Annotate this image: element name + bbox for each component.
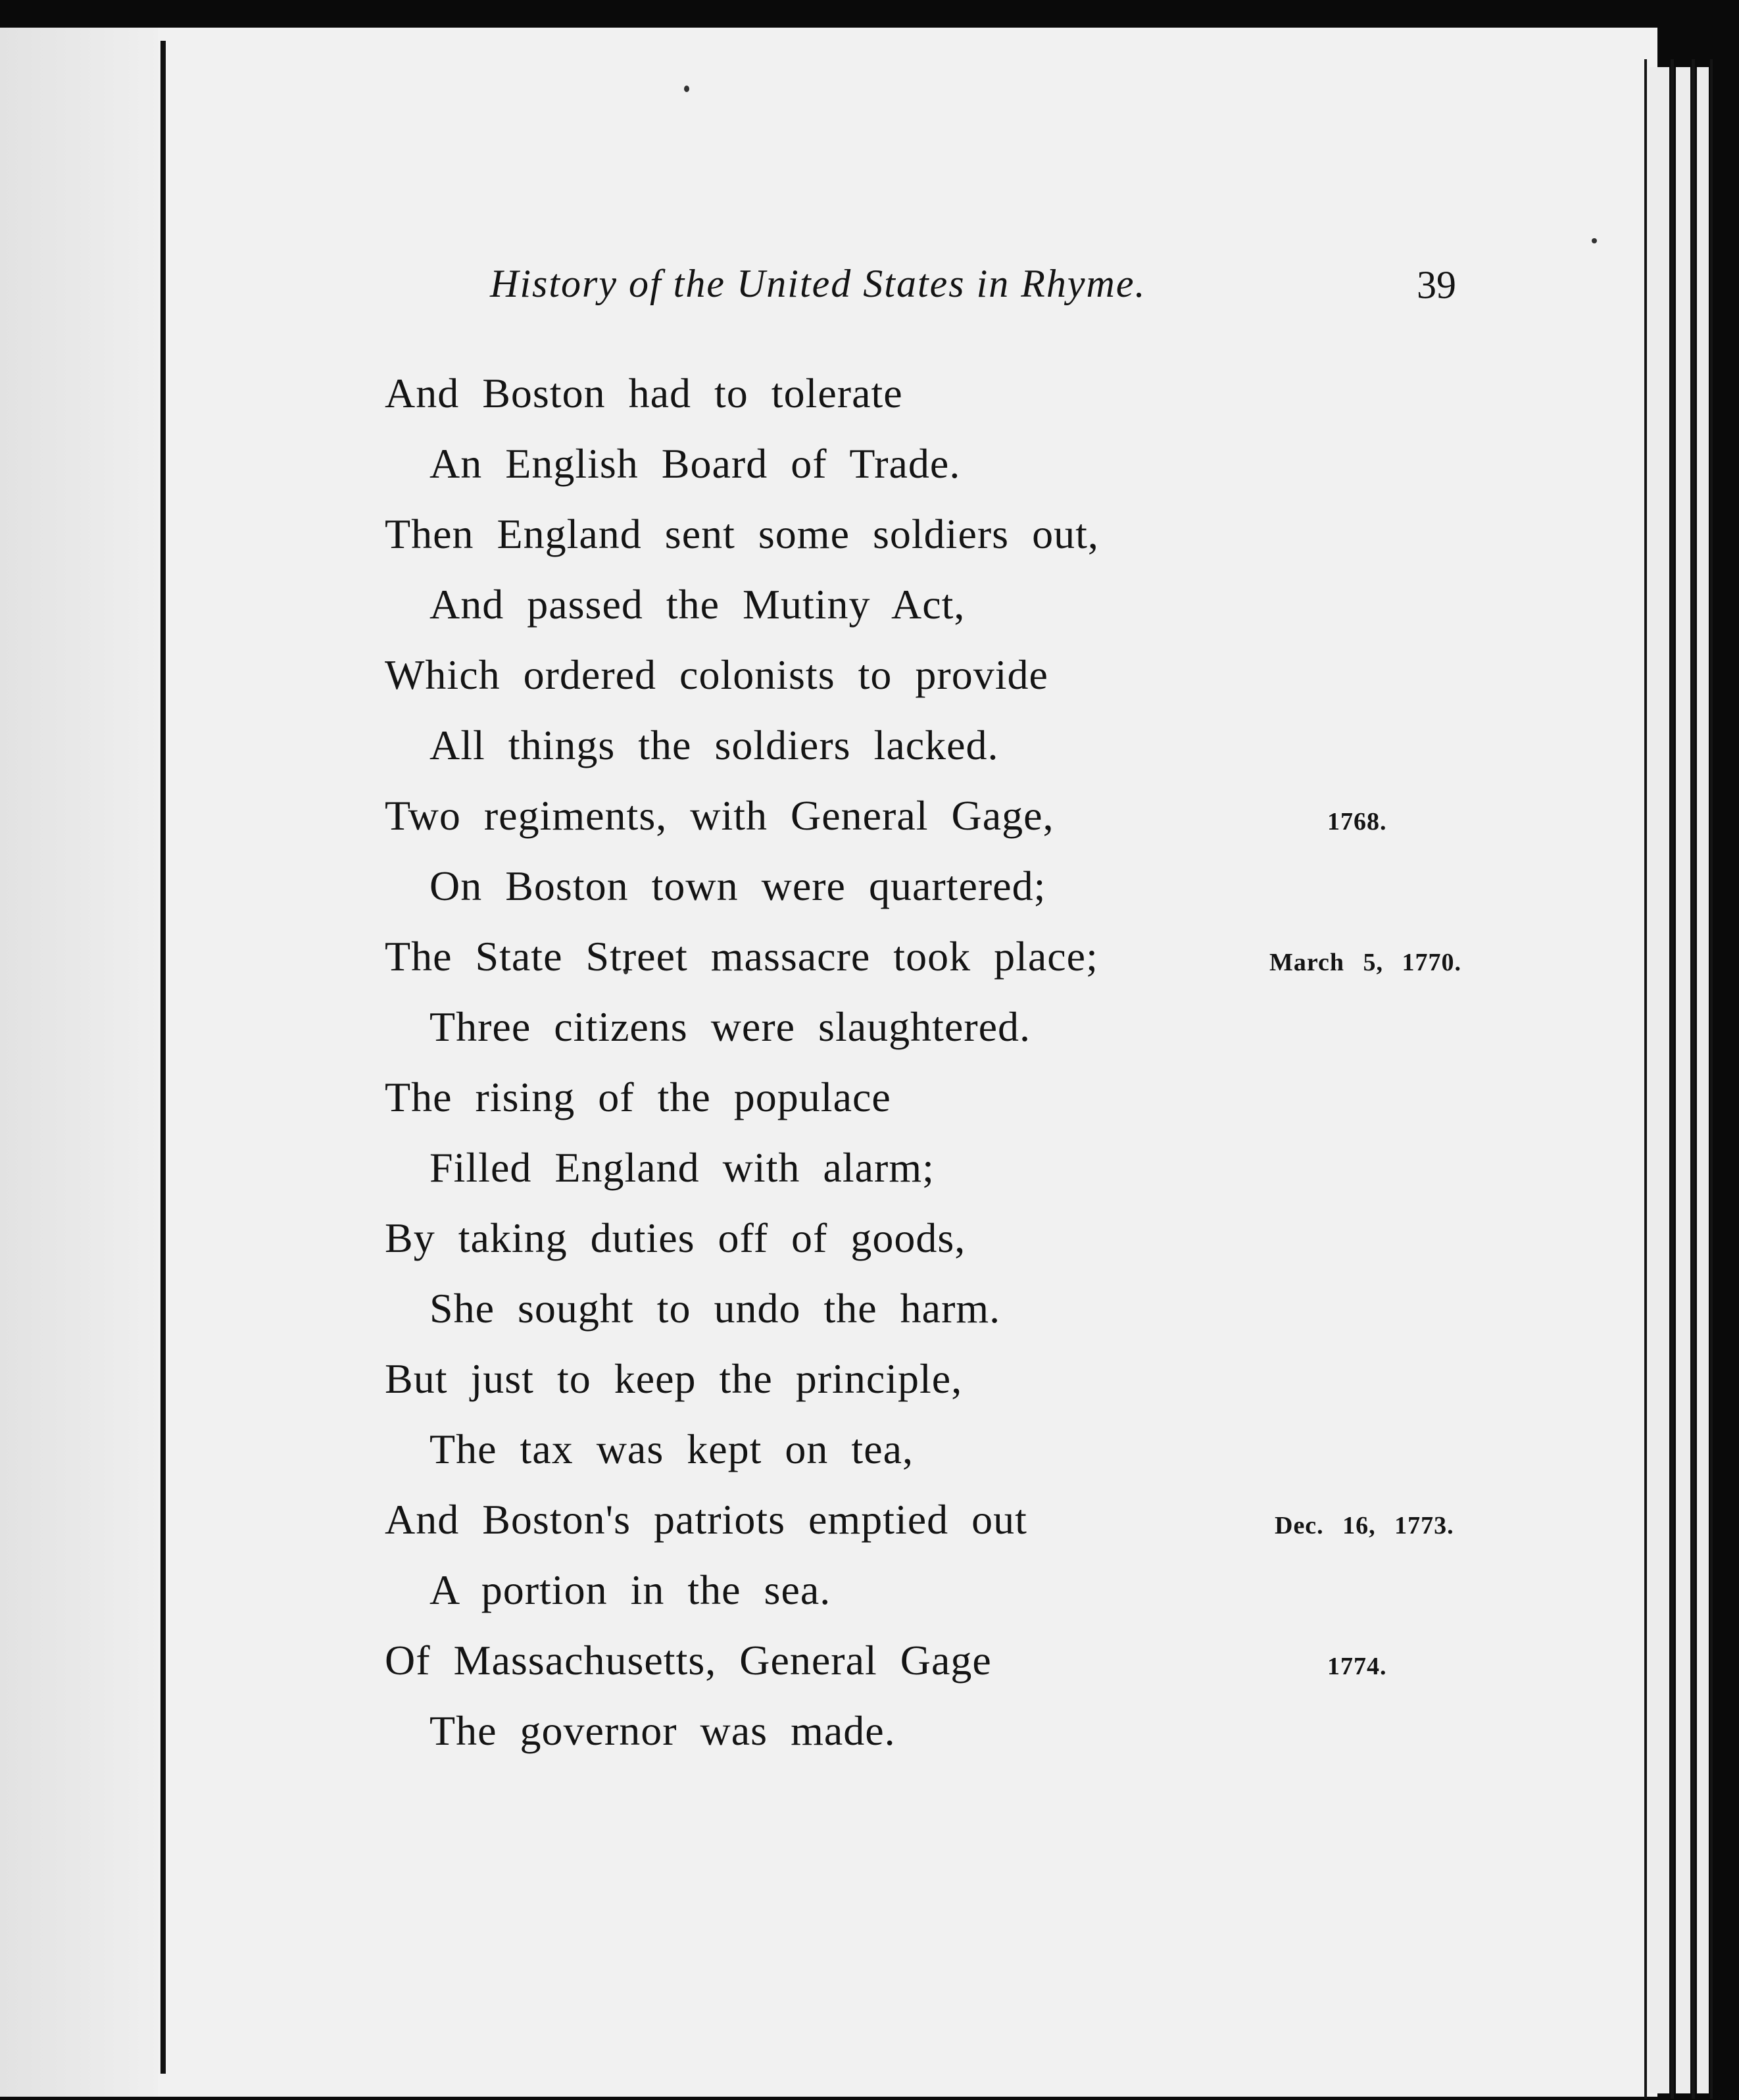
margin-date-note: 1774. [1327,1653,1387,1680]
verse-line [385,1484,1503,1555]
print-speck [684,86,689,92]
verse-line [385,499,1503,569]
verse-line [385,1625,1503,1695]
verse-line-text: And Boston's patriots emptied out [385,1496,1027,1543]
verse-line-text: The State Street massacre took place; [385,933,1098,980]
verse-line-text: But just to keep the principle, [385,1355,963,1402]
verse-line [385,569,1503,639]
verse-line-text: Filled England with alarm; [429,1144,935,1191]
verse-line [385,1203,1503,1273]
verse-line [385,780,1503,851]
verse-line-text: Of Massachusetts, General Gage [385,1637,992,1684]
verse-line-text: By taking duties off of goods, [385,1214,966,1261]
verse-line [385,639,1503,710]
verse-line-text: The tax was kept on tea, [429,1426,914,1472]
page-sheet [0,28,1657,2097]
verse-line [385,921,1503,991]
binding-shadow [0,28,158,2097]
page-edge-gap [1650,67,1669,2093]
margin-date-note: March 5, 1770. [1269,949,1462,976]
verse-line-text: And passed the Mutiny Act, [429,581,966,628]
page-edge-line [1671,59,1674,2099]
verse-line-text: Three citizens were slaughtered. [429,1003,1031,1050]
verse-line [385,851,1503,921]
verse-line-text: A portion in the sea. [429,1566,831,1613]
verse-line [385,1132,1503,1203]
page-edge-line [1710,59,1713,2099]
verse-line [385,1414,1503,1484]
page-edge-line [1644,59,1647,2099]
page-edge-line [1692,59,1695,2099]
verse-line-text: Then England sent some soldiers out, [385,511,1099,557]
verse-line-text: The rising of the populace [385,1074,891,1120]
verse-line [385,1062,1503,1132]
verse-line [385,358,1503,428]
margin-date-note: Dec. 16, 1773. [1275,1512,1454,1539]
verse-line [385,1695,1503,1766]
poem-verse [385,358,1503,1766]
verse-line-text: On Boston town were quartered; [429,863,1046,909]
page-number: 39 [1417,263,1456,307]
verse-line-text: An English Board of Trade. [429,440,961,487]
binding-edge [160,41,166,2074]
print-speck [1592,238,1597,243]
verse-line-text: The governor was made. [429,1707,896,1754]
verse-line-text: She sought to undo the harm. [429,1285,1001,1332]
margin-date-note: 1768. [1327,808,1387,836]
verse-line-text: And Boston had to tolerate [385,370,903,416]
verse-line [385,1343,1503,1414]
running-head: History of the United States in Rhyme. [490,262,1146,305]
verse-line-text: All things the soldiers lacked. [429,722,999,768]
verse-line-text: Which ordered colonists to provide [385,651,1048,698]
page-edge-gap [1676,67,1690,2093]
verse-line [385,428,1503,499]
verse-line [385,1555,1503,1625]
verse-line [385,710,1503,780]
verse-line [385,991,1503,1062]
verse-line-text: Two regiments, with General Gage, [385,792,1054,839]
verse-line [385,1273,1503,1343]
page-edge-gap [1697,67,1709,2093]
